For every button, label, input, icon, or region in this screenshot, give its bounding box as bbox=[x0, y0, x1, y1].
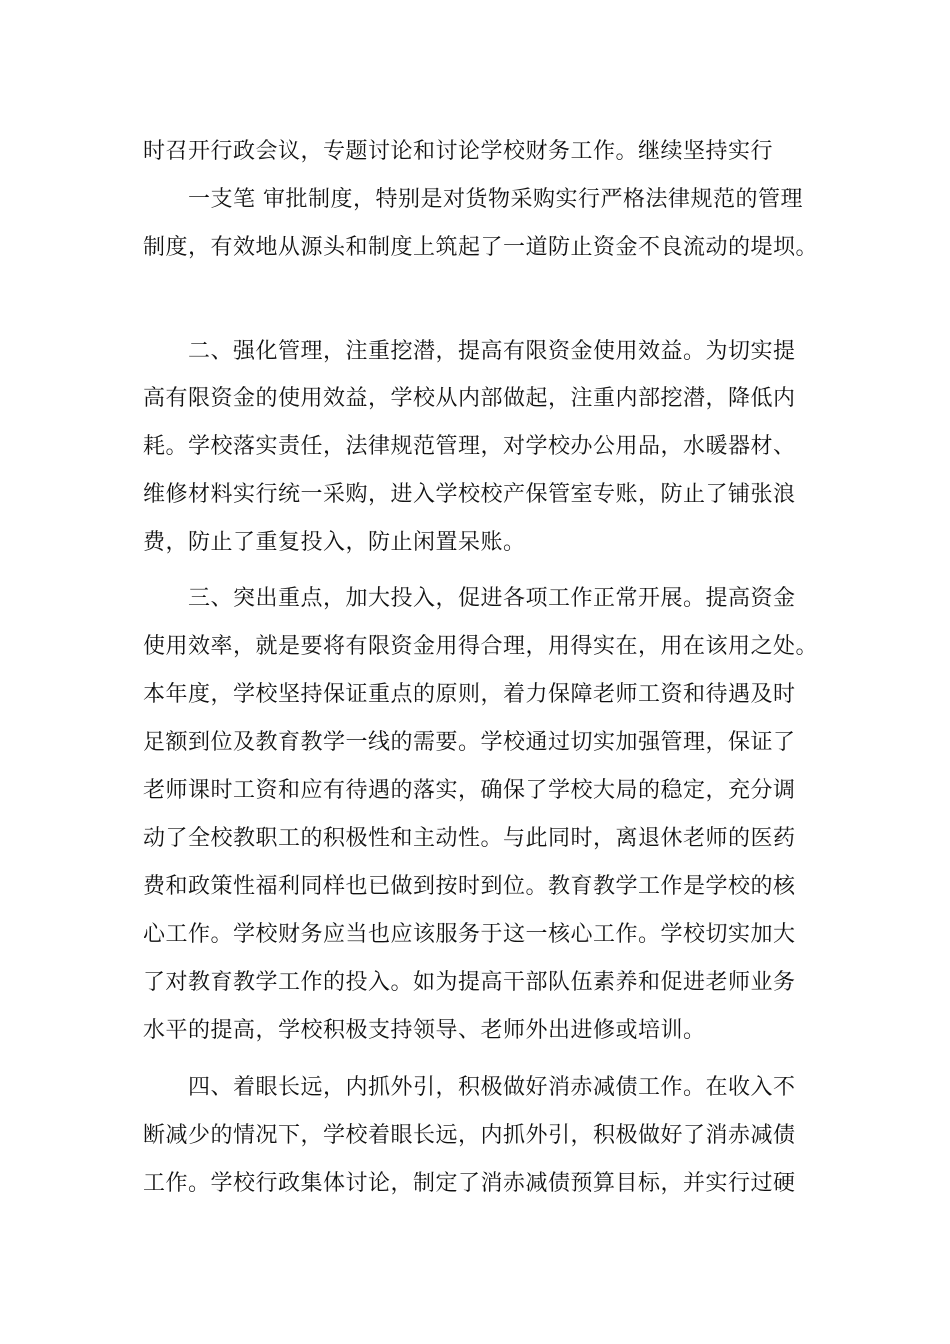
text-line: 本年度，学校坚持保证重点的原则，着力保障老师工资和待遇及时 bbox=[143, 682, 796, 707]
text-line: 水平的提高，学校积极支持领导、老师外出进修或培训。 bbox=[143, 1018, 706, 1043]
text-line: 一支笔 审批制度，特别是对货物采购实行严格法律规范的管理 bbox=[188, 187, 803, 212]
text-line: 制度，有效地从源头和制度上筑起了一道防止资金不良流动的堤坝。 bbox=[143, 235, 819, 260]
section-three-heading-line: 三、突出重点，加大投入，促进各项工作正常开展。提高资金 bbox=[188, 586, 796, 611]
text-line: 维修材料实行统一采购，进入学校校产保管室专账，防止了铺张浪 bbox=[143, 482, 796, 507]
text-line: 耗。学校落实责任，法律规范管理，对学校办公用品，水暖器材、 bbox=[143, 434, 796, 459]
text-line: 费，防止了重复投入，防止闲置呆账。 bbox=[143, 530, 526, 555]
text-line: 老师课时工资和应有待遇的落实，确保了学校大局的稳定，充分调 bbox=[143, 778, 796, 803]
text-line: 费和政策性福利同样也已做到按时到位。教育教学工作是学校的核 bbox=[143, 874, 796, 899]
text-line: 工作。学校行政集体讨论，制定了消赤减债预算目标，并实行过硬 bbox=[143, 1171, 796, 1196]
text-line: 高有限资金的使用效益，学校从内部做起，注重内部挖潜，降低内 bbox=[143, 386, 796, 411]
section-two-heading-line: 二、强化管理，注重挖潜，提高有限资金使用效益。为切实提 bbox=[188, 339, 796, 364]
text-line: 动了全校教职工的积极性和主动性。与此同时，离退休老师的医药 bbox=[143, 826, 796, 851]
section-four-heading-line: 四、着眼长远，内抓外引，积极做好消赤减债工作。在收入不 bbox=[188, 1075, 796, 1100]
text-line: 心工作。学校财务应当也应该服务于这一核心工作。学校切实加大 bbox=[143, 922, 796, 947]
text-line: 足额到位及教育教学一线的需要。学校通过切实加强管理，保证了 bbox=[143, 730, 796, 755]
text-line: 断减少的情况下，学校着眼长远，内抓外引，积极做好了消赤减债 bbox=[143, 1123, 796, 1148]
text-line: 了对教育教学工作的投入。如为提高干部队伍素养和促进老师业务 bbox=[143, 970, 796, 995]
text-line: 使用效率，就是要将有限资金用得合理，用得实在，用在该用之处。 bbox=[143, 634, 819, 659]
text-line: 时召开行政会议，专题讨论和讨论学校财务工作。继续坚持实行 bbox=[143, 139, 774, 164]
